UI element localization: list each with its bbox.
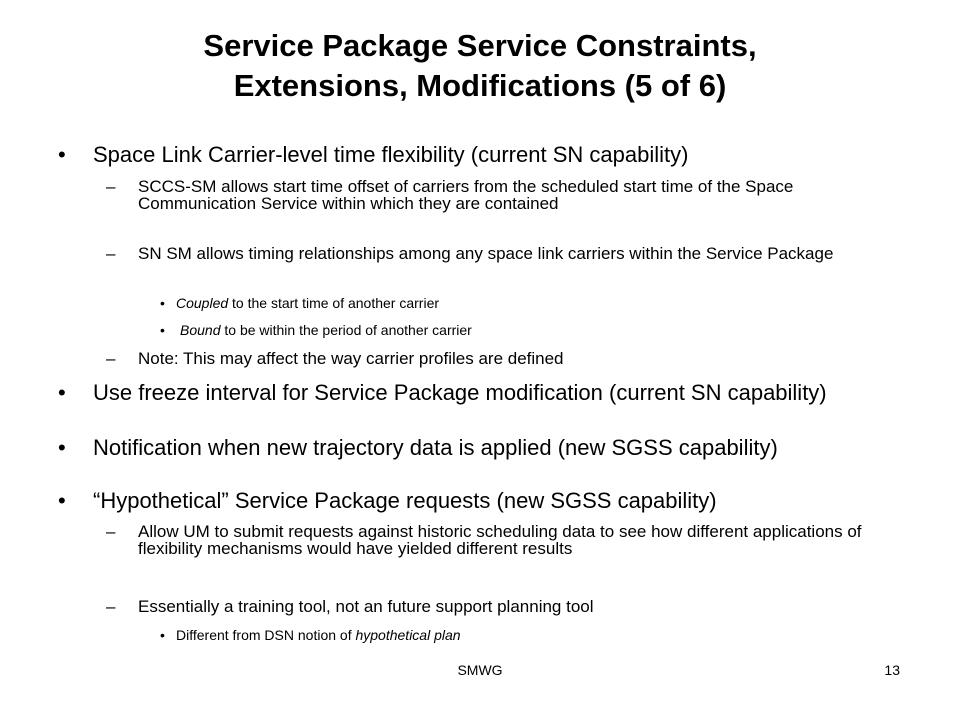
dash-marker: – bbox=[106, 522, 116, 541]
bullet-marker: • bbox=[58, 142, 66, 167]
plain-text: to the start time of another carrier bbox=[228, 295, 440, 311]
plain-text: Different from DSN notion of bbox=[176, 627, 356, 643]
sub-bullet-text: Allow UM to submit requests against historic scheduling data to see how different applications of flexibility mechanisms would have yielded different results bbox=[138, 522, 862, 558]
plain-text: to be within the period of another carrier bbox=[220, 322, 472, 338]
dot-marker: • bbox=[160, 322, 165, 338]
sub-sub-bullet-text bbox=[180, 322, 860, 338]
bullet-marker: • bbox=[58, 435, 66, 460]
dot-marker: • bbox=[160, 627, 165, 643]
title-line-2: Extensions, Modifications (5 of 6) bbox=[233, 68, 727, 103]
sub-bullet-text: Essentially a training tool, not an future support planning tool bbox=[138, 597, 594, 616]
sub-sub-bullet-text bbox=[176, 295, 856, 311]
bullet-marker: • bbox=[58, 380, 66, 405]
bullet-marker: • bbox=[58, 488, 66, 513]
emphasis-text: hypothetical plan bbox=[355, 627, 461, 643]
footer-label: SMWG bbox=[457, 662, 503, 678]
page-number: 13 bbox=[884, 662, 900, 678]
emphasis-text: Bound bbox=[180, 322, 221, 338]
bullet-text: “Hypothetical” Service Package requests (new SGSS capability) bbox=[93, 488, 717, 513]
sub-bullet-text: Note: This may affect the way carrier profiles are defined bbox=[138, 349, 564, 368]
sub-bullet-text: SN SM allows timing relationships among any space link carriers within the Service Package bbox=[138, 244, 834, 263]
dot-marker: • bbox=[160, 295, 165, 311]
dash-marker: – bbox=[106, 244, 116, 263]
bullet-text: Notification when new trajectory data is applied (new SGSS capability) bbox=[93, 435, 778, 460]
emphasis-text: Coupled bbox=[176, 295, 229, 311]
bullet-text: Space Link Carrier-level time flexibility (current SN capability) bbox=[93, 142, 689, 167]
dash-marker: – bbox=[106, 177, 116, 196]
bullet-text: Use freeze interval for Service Package modification (current SN capability) bbox=[93, 380, 827, 405]
sub-sub-bullet-text bbox=[176, 627, 856, 643]
dash-marker: – bbox=[106, 349, 116, 368]
title-line-1: Service Package Service Constraints, bbox=[203, 28, 757, 63]
sub-bullet-text: SCCS-SM allows start time offset of carriers from the scheduled start time of the Space Communication Service within which they are contained bbox=[138, 177, 794, 213]
dash-marker: – bbox=[106, 597, 116, 616]
